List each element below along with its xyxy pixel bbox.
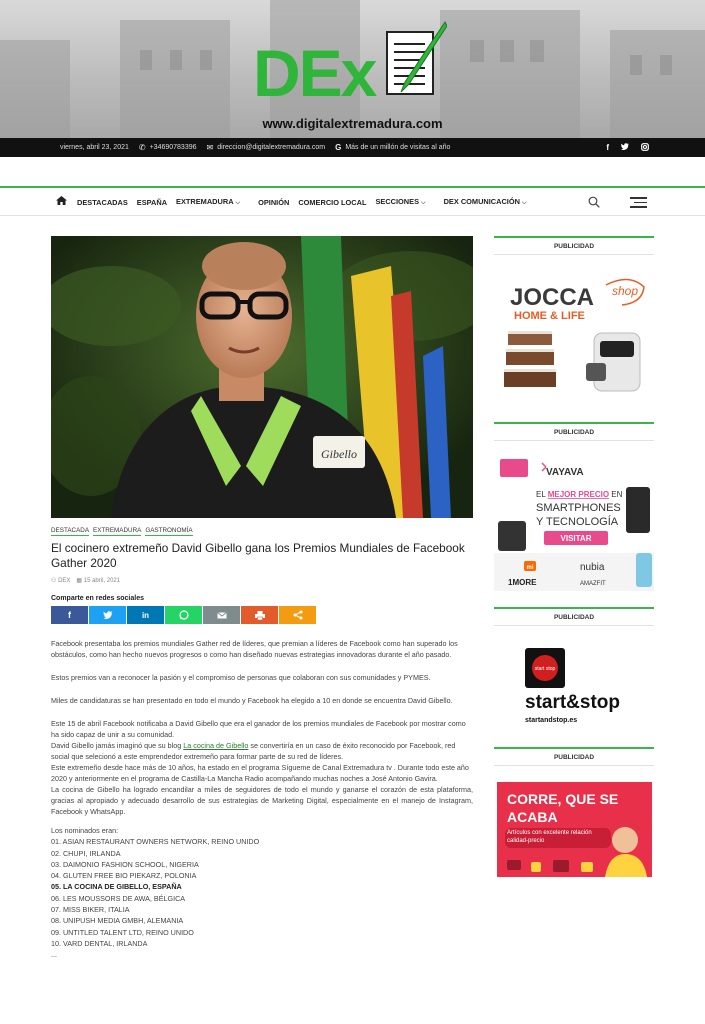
chevron-down-icon: ⌵ (421, 200, 426, 206)
google-icon: G (335, 143, 342, 152)
date-text: 15 abril, 2021 (83, 578, 121, 584)
facebook-icon: f (68, 610, 71, 620)
ellipsis: ... (51, 950, 57, 960)
sale-subtext: Artículos con excelente relación calidad-precio (507, 830, 592, 844)
phone-text: +34690783396 (149, 144, 197, 151)
vayava-ad-graphic (494, 457, 654, 591)
list-item: 05. LA COCINA DE GIBELLO, ESPAÑA (51, 882, 182, 892)
nominees-label: Los nominados eran: (51, 826, 119, 835)
author-name: DEX (58, 578, 71, 584)
sale-headline-2: ACABA (507, 809, 558, 825)
date-text: viernes, abril 23, 2021 (60, 144, 129, 151)
author[interactable] (51, 577, 70, 584)
jocca-brand: JOCCA (510, 284, 595, 311)
nav-label: EXTREMADURA (176, 197, 234, 206)
article-meta (51, 577, 120, 584)
1more-logo: 1MORE (508, 578, 537, 587)
calendar-icon: ▦ (76, 578, 83, 584)
jocca-shop: shop (612, 284, 639, 298)
amazfit-logo: AMAZFIT (580, 581, 606, 587)
jocca-tagline: HOME & LIFE (514, 310, 585, 322)
ad-corre-que-se-acaba[interactable] (497, 782, 652, 877)
ad-vayava[interactable] (494, 457, 654, 591)
email-link[interactable]: direccion@digitalextremadura.com (217, 144, 326, 151)
text: se convertiría en un caso de éxito reconocido por Facebook, red social que selecionó a este emprendedor extremeño para formar parte de su red de líderes. (51, 741, 456, 761)
list-item: 09. UNTITLED TALENT LTD, REINO UNIDO (51, 927, 194, 937)
share-buttons (51, 606, 316, 624)
linkedin-share-button[interactable] (127, 606, 164, 624)
sale-ad-graphic (497, 782, 652, 877)
nav-item-espana[interactable]: ESPAÑA (136, 197, 168, 207)
nominees-list (51, 825, 473, 961)
list-item: 01. ASIAN RESTAURANT OWNERS NETWORK, REINO UNIDO (51, 837, 260, 847)
vayava-line2: SMARTPHONES (536, 502, 621, 514)
email-share-button[interactable] (203, 606, 240, 624)
twitter-icon (103, 611, 113, 619)
text: David Gibello jamás imaginó que su blog (51, 741, 184, 750)
nav-item-extremadura[interactable] (176, 197, 249, 207)
list-item: 02. CHUPI, IRLANDA (51, 848, 121, 858)
nav-item-comercio-local[interactable]: COMERCIO LOCAL (298, 197, 367, 207)
list-item: 10. VARD DENTAL, IRLANDA (51, 938, 148, 948)
list-item: 03. DAIMONIO FASHION SCHOOL, NIGERIA (51, 859, 199, 869)
share-icon (293, 610, 303, 620)
twitter-share-button[interactable] (89, 606, 126, 624)
paragraph: Este extremeño desde hace más de 10 años, ha estado en el programa Sígueme de Canal Extremadura tv . Durante todo este año 2020 y anteriormente en el programa de Castilla-La Mancha Radio acompañando muchas noches a José Antonio Gavira. (51, 763, 469, 783)
more-share-button[interactable] (279, 606, 316, 624)
search-icon[interactable] (588, 196, 600, 208)
article-body (51, 638, 473, 961)
facebook-share-button[interactable] (51, 606, 88, 624)
ad-start-stop[interactable] (494, 638, 654, 738)
whatsapp-share-button[interactable] (165, 606, 202, 624)
list-item: 08. UNIPUSH MEDIA GMBH, ALEMANIA (51, 916, 184, 926)
vayava-line1a: EL (536, 490, 548, 499)
badge-text: Gibello (321, 447, 357, 461)
paragraph: Este 15 de abril Facebook notificaba a David Gibello que era el ganador de los premios mundiales de Facebook por mostrar como ha sido capaz de unir a su comunidad. (51, 719, 466, 739)
user-icon: ⚇ (51, 578, 57, 584)
xiaomi-logo: mi (526, 565, 534, 571)
tag-extremadura[interactable]: EXTREMADURA (93, 527, 142, 534)
linkedin-icon: in (141, 610, 150, 620)
startstop-url: startandstop.es (525, 717, 578, 724)
visits-text: Más de un millón de visitas al año (345, 144, 451, 151)
vayava-brand: VAYAVA (546, 467, 584, 478)
list-item: 04. GLUTEN FREE BIO PIEKARZ, POLONIA (51, 871, 197, 881)
startstop-brand: start&stop (525, 692, 621, 713)
main-nav (0, 188, 705, 216)
paragraph: La cocina de Gibello ha logrado encandilar a miles de seguidores de todo el mundo y ganarse el corazón de esta plataforma, gracias al apropiado y adecuado desarrollo de sus estrategias de Marketing Digital, especialmente en el manejo de Instagram, Facebook y WhatsApp. (51, 785, 473, 816)
publicidad-label: PUBLICIDAD (494, 747, 654, 766)
printer-icon (255, 611, 265, 620)
vayava-line3: Y TECNOLOGÍA (536, 516, 619, 528)
site-url: www.digitalextremadura.com (262, 116, 443, 131)
vayava-cta: VISITAR (560, 534, 592, 543)
publicidad-label: PUBLICIDAD (494, 422, 654, 441)
top-info-bar (0, 138, 705, 157)
sale-headline-1: CORRE, QUE SE (507, 791, 619, 807)
mail-icon: ✉ (206, 143, 214, 152)
publish-date (76, 577, 120, 584)
home-icon[interactable] (56, 196, 67, 208)
nav-item-destacadas[interactable]: DESTACADAS (77, 197, 128, 207)
article-title: El cocinero extremeño David Gibello gana los Premios Mundiales de Facebook Gather 2020 (51, 541, 465, 570)
paragraph: Facebook presentaba los premios mundiales Gather red de líderes, que premian a líderes de Facebook como han superado los obstáculos, como han hecho nuevos progresos o como han diseñado nuevas estrategias innovadoras durante el año pasado. (51, 639, 458, 659)
logo-text: DEx (253, 36, 376, 110)
print-share-button[interactable] (241, 606, 278, 624)
phone-icon: ✆ (138, 143, 146, 152)
vayava-line1b: MEJOR PRECIO (547, 490, 610, 499)
whatsapp-icon (179, 610, 189, 620)
hamburger-menu-icon[interactable] (630, 197, 647, 211)
paragraph: Estos premios van a reconocer la pasión y el compromiso de personas que colaboran con sus comunidades y PYMES. (51, 673, 431, 682)
startstop-badge: start stop (534, 666, 556, 672)
startstop-ad-graphic (494, 638, 654, 738)
nav-item-secciones[interactable] (375, 197, 434, 207)
chevron-down-icon: ⌵ (521, 200, 527, 206)
nav-label: DEX COMUNICACIÓN (443, 197, 520, 206)
document-pen-icon (385, 20, 447, 96)
instagram-icon[interactable] (641, 143, 649, 153)
tag-destacada[interactable]: DESTACADA (51, 527, 90, 534)
mail-icon (217, 612, 227, 619)
svg-text:EL MEJOR PRECIO EN (536, 490, 623, 499)
publicidad-label: PUBLICIDAD (494, 236, 654, 255)
share-label: Comparte en redes sociales (51, 595, 144, 602)
list-item: 06. LES MOUSSORS DE AWA, BÉLGICA (51, 893, 186, 903)
tag-gastronomia[interactable]: GASTRONOMÍA (145, 527, 193, 534)
article-hero-image (51, 236, 473, 518)
ad-jocca[interactable] (494, 265, 654, 405)
paragraph (51, 740, 473, 762)
jocca-ad-graphic (494, 265, 654, 405)
vayava-line1c: EN (609, 490, 623, 499)
paragraph: Miles de candidaturas se han presentado en todo el mundo y Facebook ha elegido a 10 en donde se encuentra David Gibello. (51, 696, 453, 705)
nav-item-opinion[interactable]: OPINIÓN (258, 197, 290, 207)
nubia-logo: nubia (580, 562, 605, 573)
publicidad-label: PUBLICIDAD (494, 607, 654, 626)
article-tags (51, 527, 193, 536)
blog-link[interactable]: La cocina de Gibello (183, 741, 249, 750)
nav-item-dex-comunicacion[interactable] (444, 197, 536, 207)
chef-photo (51, 236, 473, 518)
facebook-icon[interactable]: f (606, 143, 609, 152)
header-banner (0, 0, 705, 138)
chevron-down-icon: ⌵ (235, 200, 241, 206)
twitter-icon[interactable] (621, 143, 629, 152)
list-item: 07. MISS BIKER, ITALIA (51, 905, 130, 915)
nav-label: SECCIONES (375, 197, 420, 206)
